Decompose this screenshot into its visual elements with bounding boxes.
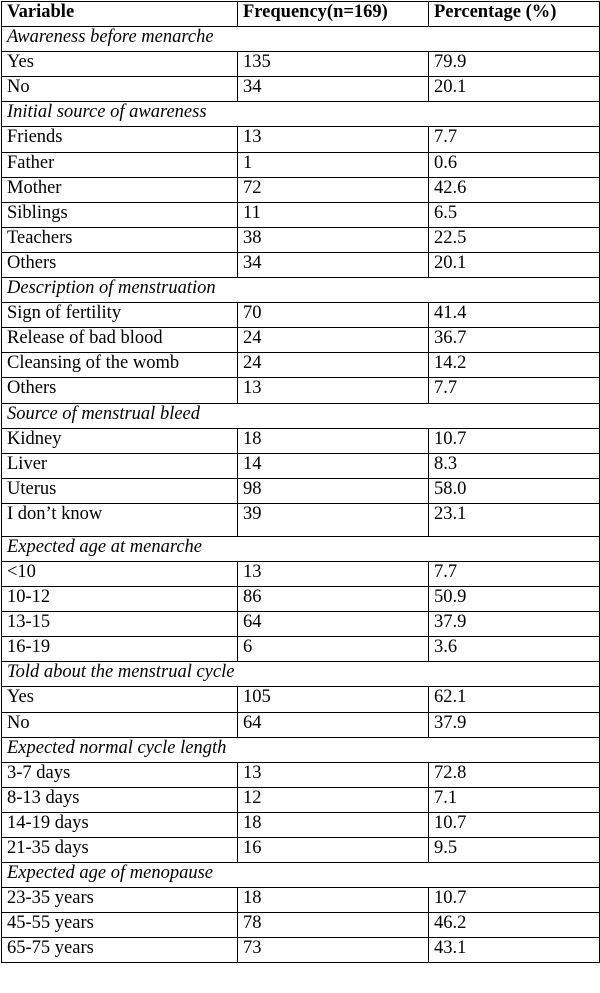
percentage-cell: 20.1 (429, 77, 600, 102)
table-row (2, 561, 600, 586)
frequency-cell: 39 (238, 503, 429, 536)
frequency-cell: 98 (238, 478, 429, 503)
variable-cell: 16-19 (2, 637, 238, 662)
percentage-cell: 62.1 (429, 687, 600, 712)
percentage-cell: 20.1 (429, 252, 600, 277)
section-title: Awareness before menarche (2, 27, 600, 52)
table-row (2, 838, 600, 863)
frequency-cell: 13 (238, 561, 429, 586)
table-row (2, 637, 600, 662)
variable-cell: 3-7 days (2, 762, 238, 787)
table-row (2, 52, 600, 77)
variable-cell: Siblings (2, 202, 238, 227)
variable-cell: Others (2, 252, 238, 277)
percentage-cell: 6.5 (429, 202, 600, 227)
variable-cell: Teachers (2, 227, 238, 252)
percentage-cell: 23.1 (429, 503, 600, 536)
section-row (2, 27, 600, 52)
table-row (2, 888, 600, 913)
variable-cell: Mother (2, 177, 238, 202)
frequency-cell: 135 (238, 52, 429, 77)
table-row (2, 453, 600, 478)
table-row (2, 252, 600, 277)
section-row (2, 536, 600, 561)
frequency-cell: 24 (238, 353, 429, 378)
frequency-cell: 16 (238, 838, 429, 863)
section-title: Expected age at menarche (2, 536, 600, 561)
percentage-cell: 42.6 (429, 177, 600, 202)
section-row (2, 662, 600, 687)
frequency-cell: 38 (238, 227, 429, 252)
table-row (2, 378, 600, 403)
frequency-cell: 78 (238, 913, 429, 938)
table-row (2, 127, 600, 152)
variable-cell: 10-12 (2, 587, 238, 612)
section-title: Expected age of menopause (2, 863, 600, 888)
percentage-cell: 0.6 (429, 152, 600, 177)
column-header-variable: Variable (2, 2, 238, 27)
frequency-cell: 18 (238, 812, 429, 837)
table-row (2, 812, 600, 837)
percentage-cell: 37.9 (429, 712, 600, 737)
frequency-cell: 64 (238, 612, 429, 637)
table-row (2, 428, 600, 453)
variable-cell: Liver (2, 453, 238, 478)
variable-cell: Yes (2, 52, 238, 77)
percentage-cell: 10.7 (429, 428, 600, 453)
percentage-cell: 7.1 (429, 787, 600, 812)
variable-cell: 13-15 (2, 612, 238, 637)
frequency-cell: 105 (238, 687, 429, 712)
frequency-cell: 13 (238, 127, 429, 152)
table-row (2, 227, 600, 252)
variable-cell: 21-35 days (2, 838, 238, 863)
frequency-cell: 18 (238, 888, 429, 913)
table-row (2, 787, 600, 812)
percentage-cell: 9.5 (429, 838, 600, 863)
data-table (1, 1, 600, 963)
table-row (2, 612, 600, 637)
table-row (2, 202, 600, 227)
variable-cell: <10 (2, 561, 238, 586)
percentage-cell: 37.9 (429, 612, 600, 637)
variable-cell: I don’t know (2, 503, 238, 536)
percentage-cell: 7.7 (429, 127, 600, 152)
table-row (2, 353, 600, 378)
variable-cell: Yes (2, 687, 238, 712)
variable-cell: Uterus (2, 478, 238, 503)
frequency-cell: 1 (238, 152, 429, 177)
section-row (2, 737, 600, 762)
table-row (2, 762, 600, 787)
table-row (2, 328, 600, 353)
variable-cell: No (2, 77, 238, 102)
percentage-cell: 3.6 (429, 637, 600, 662)
frequency-cell: 13 (238, 762, 429, 787)
frequency-cell: 24 (238, 328, 429, 353)
frequency-cell: 64 (238, 712, 429, 737)
section-title: Initial source of awareness (2, 102, 600, 127)
variable-cell: 65-75 years (2, 938, 238, 963)
percentage-cell: 43.1 (429, 938, 600, 963)
percentage-cell: 46.2 (429, 913, 600, 938)
variable-cell: 23-35 years (2, 888, 238, 913)
variable-cell: Friends (2, 127, 238, 152)
table-row (2, 303, 600, 328)
percentage-cell: 36.7 (429, 328, 600, 353)
table-row (2, 152, 600, 177)
section-row (2, 863, 600, 888)
section-title: Told about the menstrual cycle (2, 662, 600, 687)
frequency-cell: 12 (238, 787, 429, 812)
variable-cell: 8-13 days (2, 787, 238, 812)
table-row (2, 503, 600, 536)
section-row (2, 278, 600, 303)
frequency-cell: 11 (238, 202, 429, 227)
column-header-frequency: Frequency(n=169) (238, 2, 429, 27)
percentage-cell: 8.3 (429, 453, 600, 478)
frequency-cell: 34 (238, 77, 429, 102)
frequency-cell: 6 (238, 637, 429, 662)
variable-cell: Father (2, 152, 238, 177)
percentage-cell: 22.5 (429, 227, 600, 252)
section-row (2, 102, 600, 127)
column-header-percentage: Percentage (%) (429, 2, 600, 27)
table-header (2, 2, 600, 27)
percentage-cell: 41.4 (429, 303, 600, 328)
percentage-cell: 10.7 (429, 812, 600, 837)
frequency-cell: 70 (238, 303, 429, 328)
section-title: Source of menstrual bleed (2, 403, 600, 428)
table-row (2, 938, 600, 963)
variable-cell: Kidney (2, 428, 238, 453)
section-title: Expected normal cycle length (2, 737, 600, 762)
percentage-cell: 58.0 (429, 478, 600, 503)
variable-cell: Sign of fertility (2, 303, 238, 328)
table-row (2, 177, 600, 202)
table-row (2, 77, 600, 102)
percentage-cell: 72.8 (429, 762, 600, 787)
percentage-cell: 50.9 (429, 587, 600, 612)
table-body (2, 27, 600, 963)
frequency-cell: 13 (238, 378, 429, 403)
header-row (2, 2, 600, 27)
table-row (2, 913, 600, 938)
frequency-cell: 72 (238, 177, 429, 202)
percentage-cell: 7.7 (429, 561, 600, 586)
section-title: Description of menstruation (2, 278, 600, 303)
frequency-cell: 18 (238, 428, 429, 453)
frequency-cell: 14 (238, 453, 429, 478)
variable-cell: Others (2, 378, 238, 403)
percentage-cell: 79.9 (429, 52, 600, 77)
variable-cell: Release of bad blood (2, 328, 238, 353)
table-row (2, 712, 600, 737)
section-row (2, 403, 600, 428)
variable-cell: 14-19 days (2, 812, 238, 837)
percentage-cell: 10.7 (429, 888, 600, 913)
frequency-cell: 34 (238, 252, 429, 277)
variable-cell: 45-55 years (2, 913, 238, 938)
variable-cell: Cleansing of the womb (2, 353, 238, 378)
percentage-cell: 7.7 (429, 378, 600, 403)
percentage-cell: 14.2 (429, 353, 600, 378)
table-row (2, 478, 600, 503)
table-row (2, 587, 600, 612)
variable-cell: No (2, 712, 238, 737)
frequency-cell: 86 (238, 587, 429, 612)
table-row (2, 687, 600, 712)
frequency-cell: 73 (238, 938, 429, 963)
